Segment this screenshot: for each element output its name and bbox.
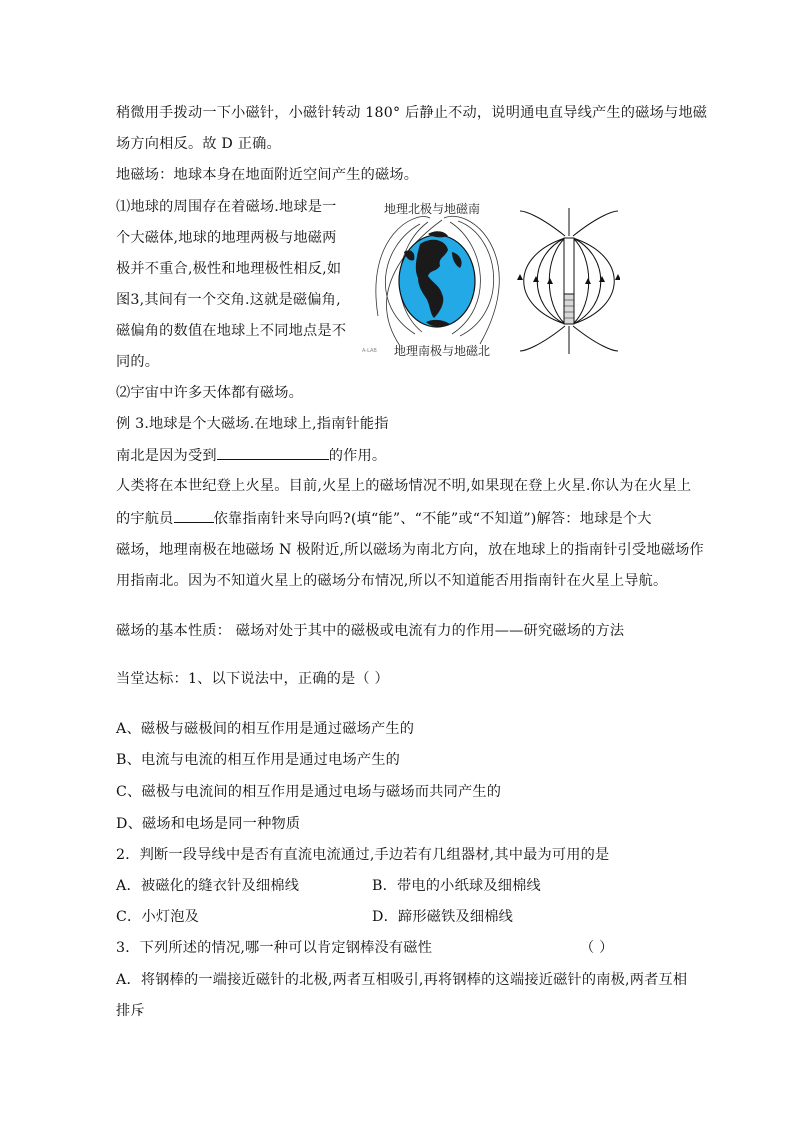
figure-small-text: A-LAB [362, 348, 377, 354]
text-line-8: 磁偏角的数值在地球上不同地点是不 [116, 323, 347, 339]
figure-bottom-label: 地理南极与地磁北 [394, 344, 491, 358]
basic-property: 磁场的基本性质： 磁场对处于其中的磁极或电流有力的作用——研究磁场的方法 [116, 623, 625, 639]
earth-figure-svg [360, 196, 620, 361]
fill-blank-1[interactable] [217, 445, 329, 460]
option-a: A、磁极与磁极间的相互作用是通过磁场产生的 [116, 721, 415, 737]
q3-option-a-2: 排斥 [116, 1003, 145, 1019]
text-line-7: 图3,其间有一个交角.这就是磁偏角, [116, 292, 341, 308]
mars-paragraph-1: 人类将在本世纪登上火星。目前,火星上的磁场情况不明,如果现在登上火星.你认为在火星上 [116, 478, 692, 494]
question-3 [116, 938, 614, 958]
example-3-text-b: 的作用。 [328, 448, 387, 464]
q3-option-a-1: A．将钢棒的一端接近磁针的北极,两者互相吸引,再将钢棒的这端接近磁针的南极,两者互相 [116, 972, 688, 988]
q3-text: 3．下列所述的情况,哪一种可以肯定钢棒没有磁性 [116, 940, 433, 956]
q2-option-d: D．蹄形磁铁及细棉线 [372, 909, 514, 925]
geomagnetic-definition: 地磁场：地球本身在地面附近空间产生的磁场。 [116, 167, 419, 183]
example-3-cont [116, 445, 386, 466]
mars-text-a: 的宇航员 [116, 511, 174, 527]
answer-line-1: 磁场，地理南极在地磁场 N 极附近,所以磁场为南北方向，放在地球上的指南针引受地磁场作 [116, 542, 704, 558]
text-line-5: 个大磁体,地球的地理两极与地磁两 [116, 230, 337, 246]
q2-option-b: B．带电的小纸球及细棉线 [372, 878, 541, 894]
option-d: D、磁场和电场是同一种物质 [116, 816, 301, 832]
text-line-6: 极并不重合,极性和地理极性相反,如 [116, 261, 342, 277]
question-2: 2．判断一段导线中是否有直流电流通过,手边若有几组器材,其中最为可用的是 [116, 847, 610, 863]
example-3: 例 3.地球是个大磁场.在地球上,指南针能指 [116, 416, 389, 432]
earth-magnetic-field-figure [360, 196, 620, 361]
text-line-2: 场方向相反。故 D 正确。 [116, 136, 281, 152]
exercise-title: 当堂达标：1、以下说法中，正确的是（ ） [116, 671, 389, 687]
q2-row-1 [116, 876, 541, 896]
mars-text-b: 依靠指南针来导向吗?(填“能”、“不能”或“不知道”)解答：地球是个大 [213, 511, 652, 527]
text-line-9: 同的。 [116, 354, 160, 370]
text-line-4: ⑴地球的周围存在着磁场.地球是一 [116, 199, 337, 215]
text-line-10: ⑵宇宙中许多天体都有磁场。 [116, 385, 304, 401]
q3-answer-paren: （ ） [580, 940, 614, 956]
answer-line-2: 用指南北。因为不知道火星上的磁场分布情况,所以不知道能否用指南针在火星上导航。 [116, 573, 668, 589]
fill-blank-2[interactable] [174, 508, 214, 523]
figure-top-label: 地理北极与地磁南 [384, 202, 481, 216]
option-b: B、电流与电流的相互作用是通过电场产生的 [116, 752, 400, 768]
q2-option-a: A．被磁化的缝衣针及细棉线 [116, 878, 300, 894]
q2-row-2 [116, 907, 514, 927]
example-3-text-a: 南北是因为受到 [116, 448, 217, 464]
mars-paragraph-2 [116, 508, 652, 529]
q2-option-c: C．小灯泡及 [116, 909, 199, 925]
option-c: C、磁极与电流间的相互作用是通过电场与磁场而共同产生的 [116, 784, 502, 800]
text-line-1: 稍微用手拨动一下小磁针，小磁针转动 180° 后静止不动，说明通电直导线产生的磁场与地磁 [116, 105, 708, 121]
